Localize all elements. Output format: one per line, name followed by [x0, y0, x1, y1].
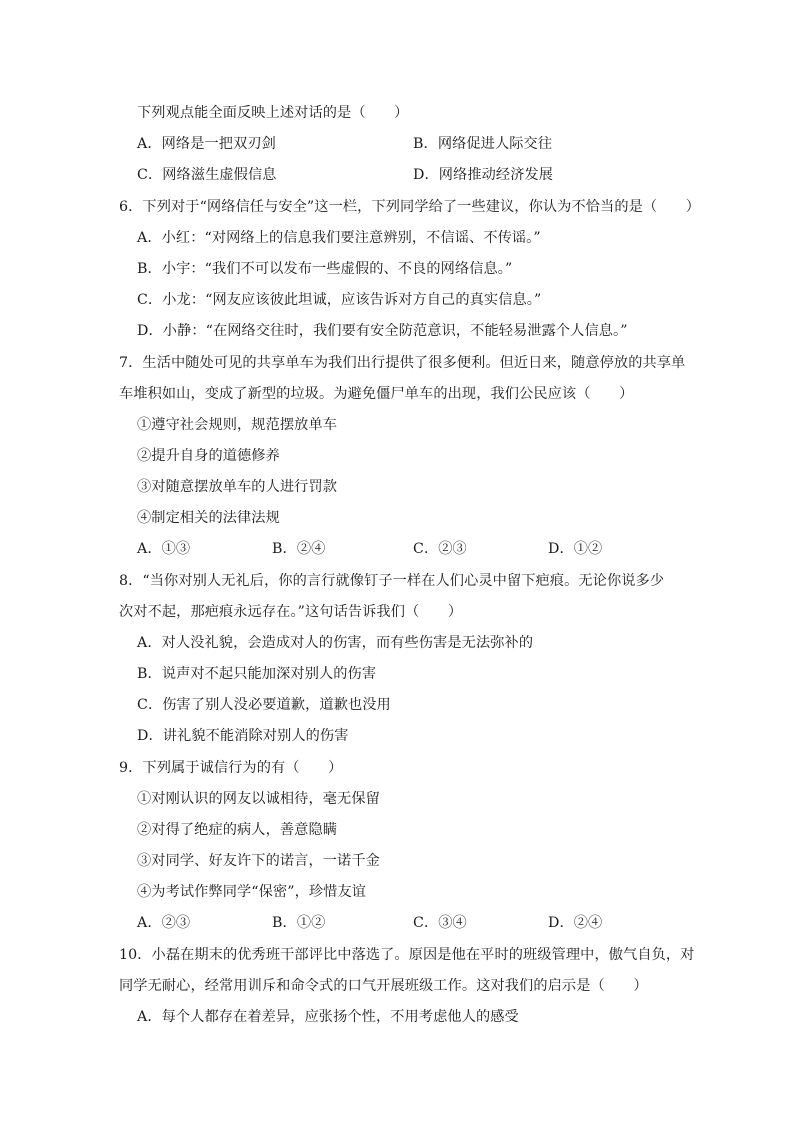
- q7-option-a: A．①③: [137, 541, 191, 557]
- q5-option-b: B．网络促进人际交往: [413, 136, 553, 152]
- q8-option-d: D．讲礼貌不能消除对别人的伤害: [137, 728, 349, 744]
- q7-item-3: ③对随意摆放单车的人进行罚款: [137, 479, 338, 495]
- q7-option-b: B．②④: [272, 541, 326, 557]
- q7-item-4: ④制定相关的法律法规: [137, 510, 280, 526]
- q10-stem-line-1: 10．小磊在期末的优秀班干部评比中落选了。原因是他在平时的班级管理中，傲气自负，对: [119, 947, 695, 963]
- q6-option-b: B．小宇：“我们不可以发布一些虚假的、不良的网络信息。”: [137, 261, 513, 277]
- q8-option-c: C．伤害了别人没必要道歉，道歉也没用: [137, 697, 391, 713]
- q7-stem-line-2: 车堆积如山，变成了新型的垃圾。为避免僵尸单车的出现，我们公民应该（ ）: [119, 386, 634, 402]
- q5-option-d: D．网络推动经济发展: [413, 167, 554, 183]
- q7-option-d: D．①②: [548, 541, 603, 557]
- q7-item-2: ②提升自身的道德修养: [137, 448, 280, 464]
- q9-item-2: ②对得了绝症的病人，善意隐瞒: [137, 822, 338, 838]
- q8-option-a: A．对人没礼貌，会造成对人的伤害，而有些伤害是无法弥补的: [137, 635, 534, 651]
- q10-stem-line-2: 同学无耐心，经常用训斥和命令式的口气开展班级工作。这对我们的启示是（ ）: [119, 978, 648, 994]
- q8-stem-line-2: 次对不起，那疤痕永远存在。”这句话告诉我们（ ）: [119, 604, 463, 620]
- q8-option-b: B．说声对不起只能加深对别人的伤害: [137, 666, 377, 682]
- q6-option-d: D．小静：“在网络交往时，我们要有安全防范意识，不能轻易泄露个人信息。”: [137, 323, 628, 339]
- q5-stem: 下列观点能全面反映上述对话的是（ ）: [137, 105, 409, 121]
- q9-item-1: ①对刚认识的网友以诚相待，毫无保留: [137, 791, 380, 807]
- q9-stem: 9．下列属于诚信行为的有（ ）: [119, 760, 343, 776]
- q6-option-a: A．小红：“对网络上的信息我们要注意辨别，不信谣、不传谣。”: [137, 230, 541, 246]
- q9-option-a: A．②③: [137, 915, 191, 931]
- q9-option-b: B．①②: [272, 915, 326, 931]
- q7-stem-line-1: 7．生活中随处可见的共享单车为我们出行提供了很多便利。但近日来，随意停放的共享单: [119, 355, 686, 371]
- q6-stem: 6．下列对于“网络信任与安全”这一栏，下列同学给了一些建议，你认为不恰当的是（ ）: [119, 199, 701, 215]
- q9-option-d: D．②④: [548, 915, 603, 931]
- q5-option-a: A．网络是一把双刃剑: [137, 136, 276, 152]
- q10-option-a: A．每个人都存在着差异，应张扬个性，不用考虑他人的感受: [137, 1009, 519, 1025]
- q9-item-3: ③对同学、好友许下的诺言，一诺千金: [137, 853, 380, 869]
- q7-item-1: ①遵守社会规则，规范摆放单车: [137, 417, 338, 433]
- q8-stem-line-1: 8．“当你对别人无礼后，你的言行就像钉子一样在人们心灵中留下疤痕。无论你说多少: [119, 573, 665, 589]
- q6-option-c: C．小龙：“网友应该彼此坦诚，应该告诉对方自己的真实信息。”: [137, 292, 542, 308]
- q9-option-c: C．③④: [413, 915, 467, 931]
- q9-item-4: ④为考试作弊同学“保密”，珍惜友谊: [137, 884, 367, 900]
- q5-option-c: C．网络滋生虚假信息: [137, 167, 277, 183]
- q7-option-c: C．②③: [413, 541, 467, 557]
